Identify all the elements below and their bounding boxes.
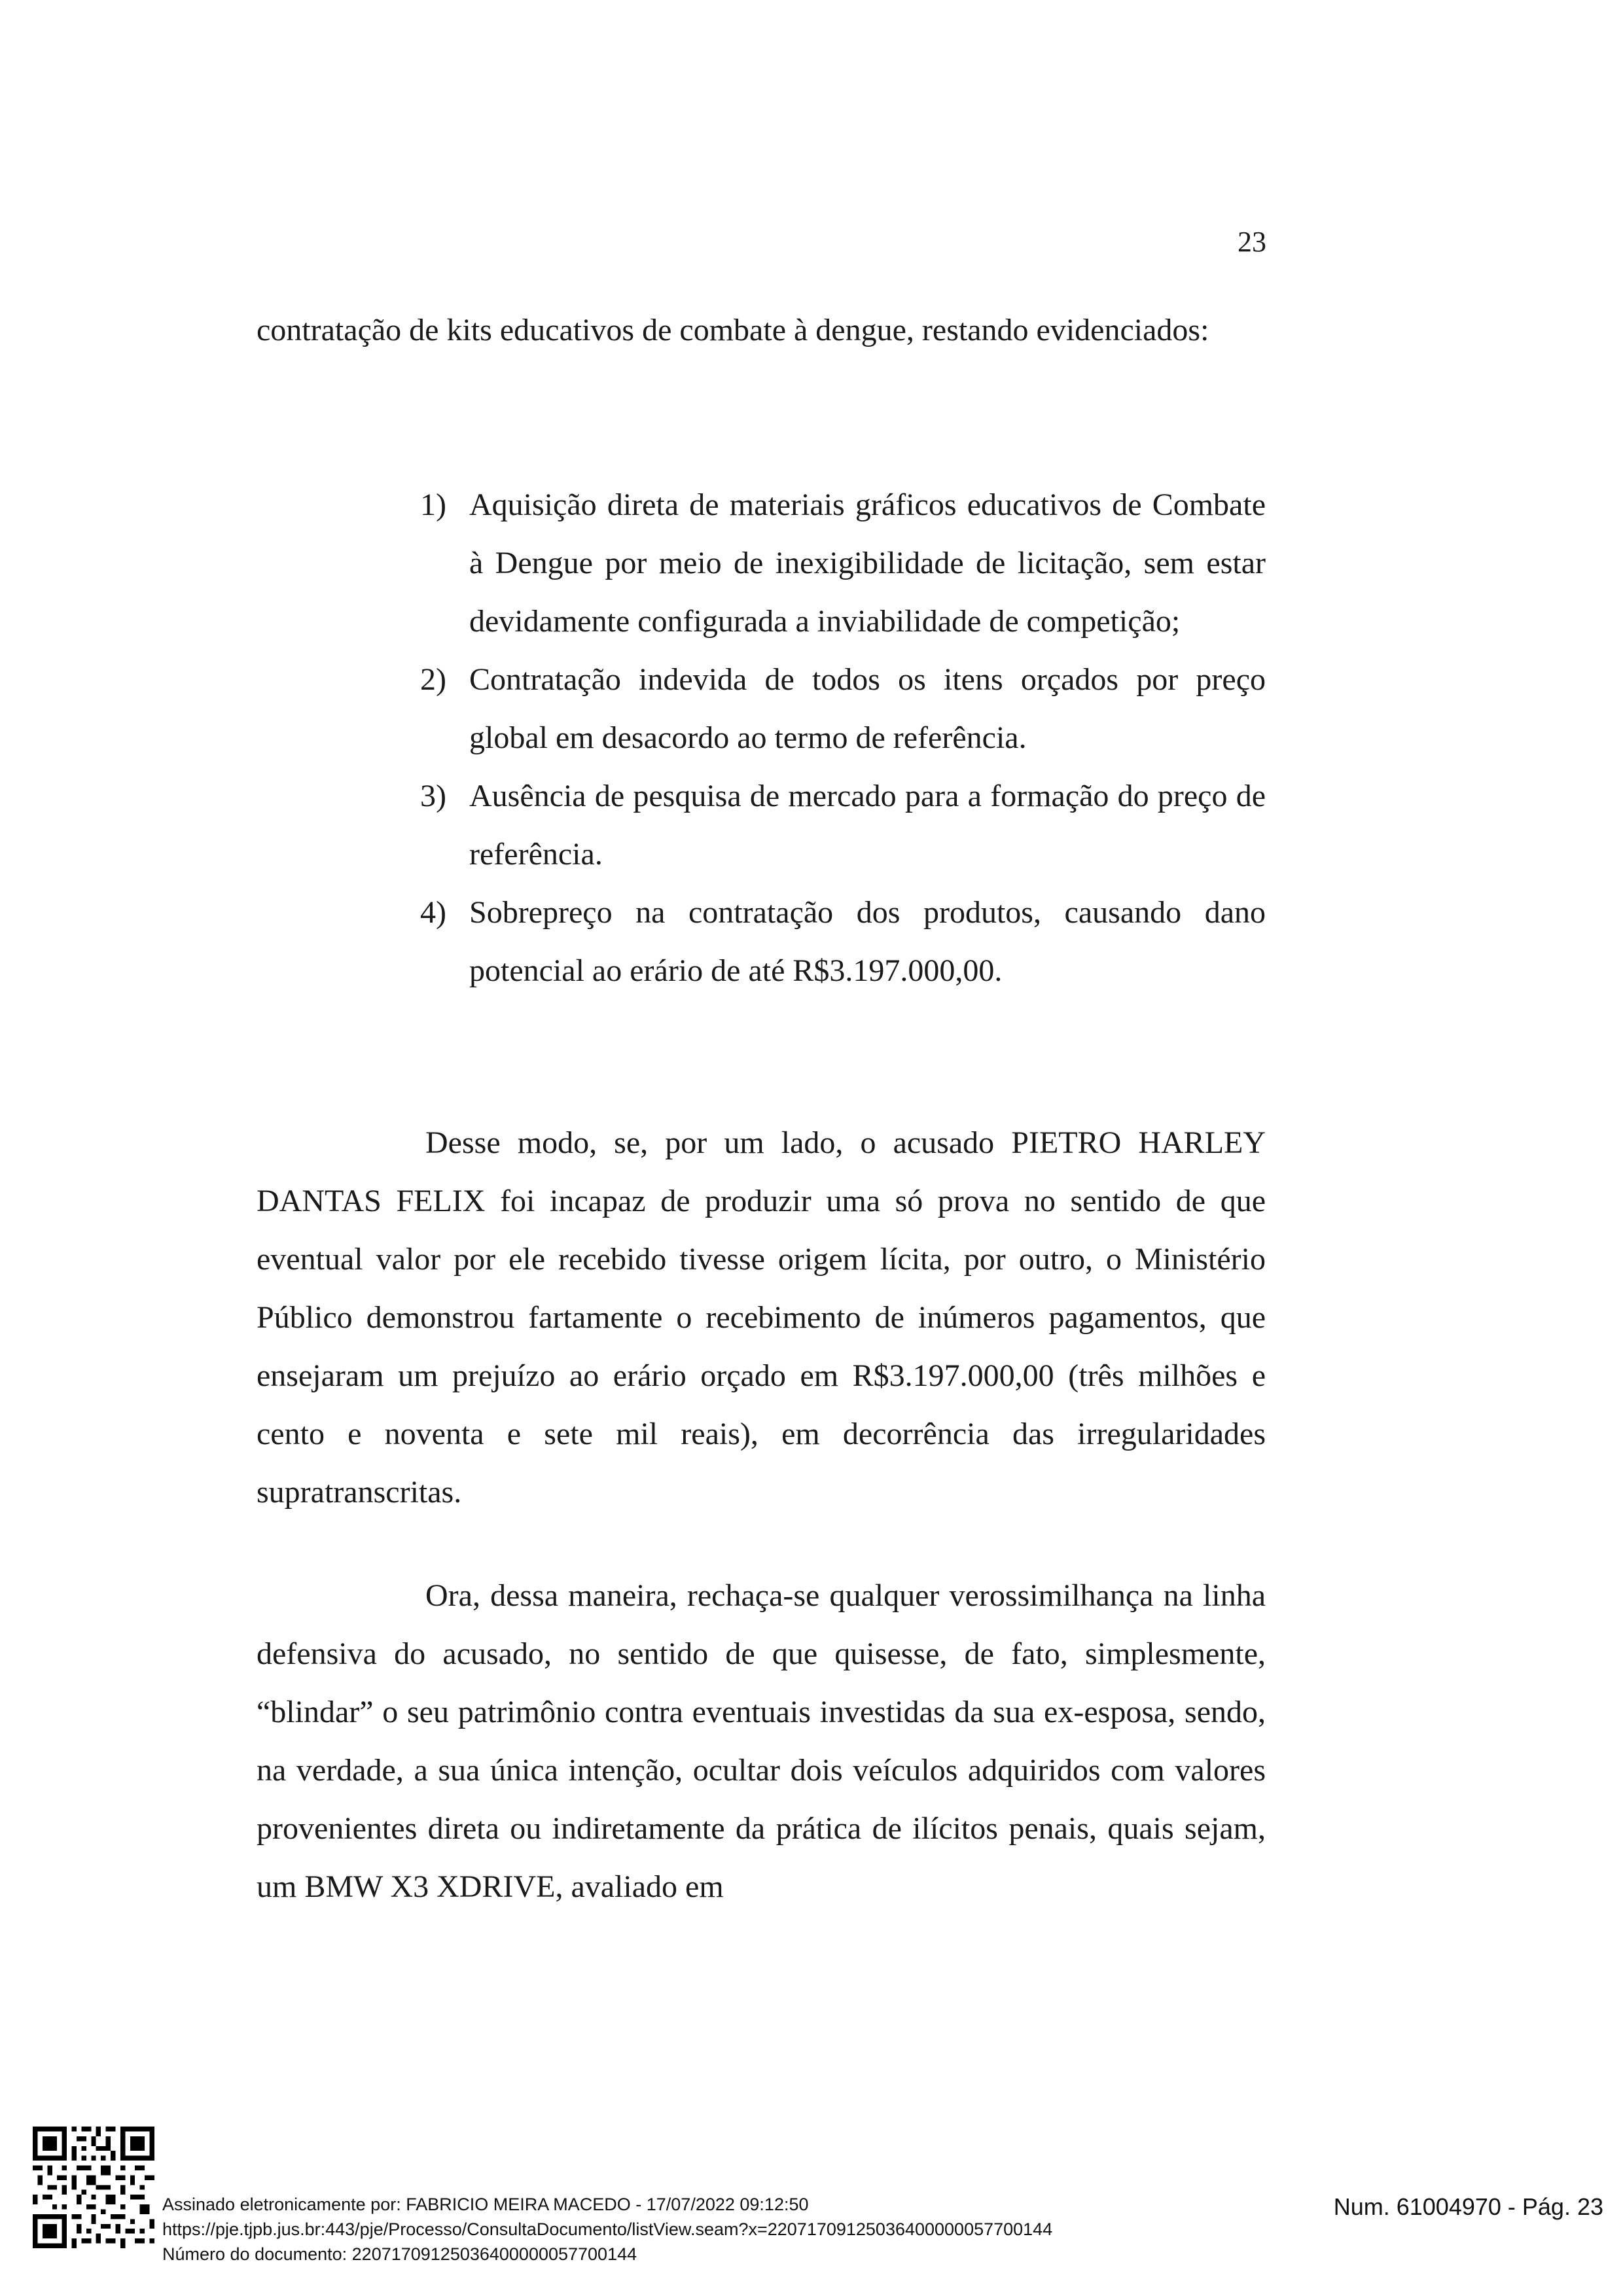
document-page-reference: Num. 61004970 - Pág. 23 [1333,2193,1603,2220]
list-item-text: Contratação indevida de todos os itens orçados por preço global em desacordo ao termo de referência. [469,662,1266,755]
paragraph-block [257,1114,1266,1521]
findings-list [420,476,1266,1000]
qr-code-icon [33,2127,154,2248]
list-item [420,767,1266,883]
list-item-number: 2) [420,662,446,697]
page-number: 23 [1238,226,1266,258]
signature-footer [0,2113,1623,2296]
list-item-text: Aquisição direta de materiais gráficos educativos de Combate à Dengue por meio de inexigibilidade de licitação, sem estar devidamente configurada a inviabilidade de competição; [469,487,1266,639]
body-paragraph: Ora, dessa maneira, rechaça-se qualquer verossimilhança na linha defensiva do acusado, no sentido de que quisesse, de fato, simplesmente, “blindar” o seu patrimônio contra eventuais investidas da sua ex-esposa, sendo, na verdade, a sua única intenção, ocultar dois veículos adquiridos com valores provenientes direta ou indiretamente da prática de ilícitos penais, quais sejam, um BMW X3 XDRIVE, avaliado em [257,1578,1266,1904]
intro-paragraph-block [257,301,1266,359]
signed-by-line: Assinado eletronicamente por: FABRICIO MEIRA MACEDO - 17/07/2022 09:12:50 [162,2195,809,2214]
list-item [420,650,1266,767]
list-item-number: 4) [420,895,446,930]
list-item-text: Sobrepreço na contratação dos produtos, causando dano potencial ao erário de até R$3.197.000,00. [469,895,1266,988]
list-item-number: 1) [420,487,446,522]
intro-paragraph: contratação de kits educativos de combate à dengue, restando evidenciados: [257,313,1209,347]
list-item [420,476,1266,650]
signature-details [162,2192,1052,2267]
body-paragraph: Desse modo, se, por um lado, o acusado PIETRO HARLEY DANTAS FELIX foi incapaz de produzir uma só prova no sentido de que eventual valor por ele recebido tivesse origem lícita, por outro, o Ministério Público demonstrou fartamente o recebimento de inúmeros pagamentos, que ensejaram um prejuízo ao erário orçado em R$3.197.000,00 (três milhões e cento e noventa e sete mil reais), em decorrência das irregularidades supratranscritas. [257,1125,1266,1510]
paragraph-block [257,1566,1266,1916]
document-url-link[interactable]: https://pje.tjpb.jus.br:443/pje/Processo/ConsultaDocumento/listView.seam?x=22071709125036400000057700144 [162,2219,1053,2239]
list-item-text: Ausência de pesquisa de mercado para a formação do preço de referência. [469,779,1266,872]
list-item-number: 3) [420,779,446,813]
list-item [420,883,1266,1000]
document-number-line: Número do documento: 22071709125036400000057700144 [162,2244,637,2264]
